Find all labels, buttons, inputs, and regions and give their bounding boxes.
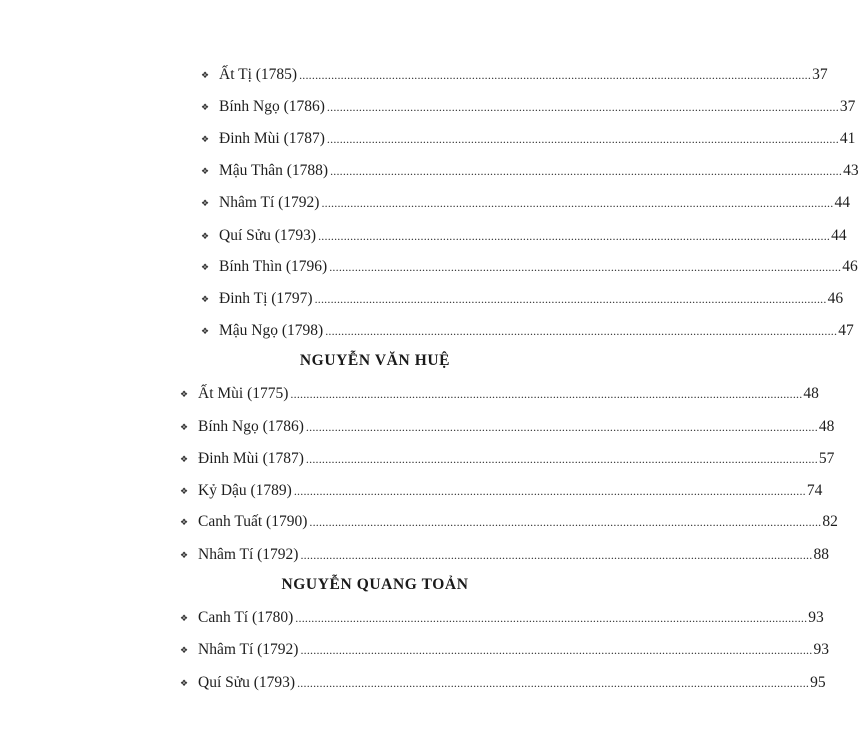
toc-entry <box>180 672 826 694</box>
toc-entry <box>201 225 847 247</box>
bullet-icon: ❖ <box>201 294 210 304</box>
toc-entry <box>201 64 828 86</box>
bullet-icon: ❖ <box>201 231 210 241</box>
entry-page-number: 46 <box>827 290 844 307</box>
dot-leader: ................................................................................................................................................................ <box>297 676 810 690</box>
entry-page-number: 82 <box>822 513 838 530</box>
entry-label: Mậu Ngọ (1798) <box>219 322 324 339</box>
entry-page-number: 95 <box>810 674 826 691</box>
toc-entry <box>180 639 829 661</box>
entry-page-number: 48 <box>818 418 835 435</box>
dot-leader: ................................................................................................................................................................ <box>321 196 834 210</box>
entry-label: Nhâm Tí (1792) <box>198 641 299 658</box>
bullet-icon: ❖ <box>201 262 210 272</box>
entry-page-number: 41 <box>839 130 856 147</box>
bullet-icon: ❖ <box>201 70 210 80</box>
entry-label: Canh Tí (1780) <box>198 609 294 626</box>
entry-page-number: 93 <box>813 641 829 658</box>
entry-page-number: 57 <box>818 450 835 467</box>
dot-leader: ................................................................................................................................................................ <box>295 611 808 625</box>
entry-label: Ất Tị (1785) <box>219 66 298 83</box>
entry-page-number: 46 <box>842 258 858 275</box>
toc-entry <box>180 480 823 502</box>
bullet-icon: ❖ <box>180 422 189 432</box>
bullet-icon: ❖ <box>180 486 189 496</box>
bullet-icon: ❖ <box>180 389 189 399</box>
dot-leader: ................................................................................................................................................................ <box>299 68 812 82</box>
toc-entry <box>180 448 835 470</box>
toc-entry <box>201 320 854 342</box>
bullet-icon: ❖ <box>201 166 210 176</box>
bullet-icon: ❖ <box>201 102 210 112</box>
toc-entry <box>201 96 856 118</box>
entry-label: Ất Mùi (1775) <box>198 385 289 402</box>
dot-leader: ................................................................................................................................................................ <box>305 420 818 434</box>
dot-leader: ................................................................................................................................................................ <box>318 229 831 243</box>
toc-entry <box>201 128 856 150</box>
dot-leader: ................................................................................................................................................................ <box>326 132 839 146</box>
entry-label: Nhâm Tí (1792) <box>198 546 299 563</box>
bullet-icon: ❖ <box>180 550 189 560</box>
entry-label: Nhâm Tí (1792) <box>219 194 320 211</box>
toc-entry <box>180 383 819 405</box>
toc-entry <box>201 256 858 278</box>
bullet-icon: ❖ <box>201 134 210 144</box>
entry-label: Đinh Tị (1797) <box>219 290 313 307</box>
dot-leader: ................................................................................................................................................................ <box>300 548 813 562</box>
entry-page-number: 37 <box>839 98 856 115</box>
dot-leader: ................................................................................................................................................................ <box>329 260 842 274</box>
entry-label: Đinh Mùi (1787) <box>219 130 325 147</box>
dot-leader: ................................................................................................................................................................ <box>309 515 822 529</box>
bullet-icon: ❖ <box>180 678 189 688</box>
entry-page-number: 44 <box>831 227 847 244</box>
toc-entry <box>180 544 829 566</box>
entry-label: Kỷ Dậu (1789) <box>198 482 292 499</box>
dot-leader: ................................................................................................................................................................ <box>300 643 813 657</box>
entry-page-number: 37 <box>812 66 828 83</box>
entry-label: Quí Sửu (1793) <box>219 227 317 244</box>
entry-page-number: 44 <box>834 194 850 211</box>
entry-label: Bính Ngọ (1786) <box>219 98 325 115</box>
entry-page-number: 43 <box>843 162 859 179</box>
toc-entry <box>201 160 859 182</box>
entry-label: Bính Ngọ (1786) <box>198 418 304 435</box>
entry-page-number: 93 <box>808 609 824 626</box>
entry-label: Canh Tuất (1790) <box>198 513 308 530</box>
entry-label: Mậu Thân (1788) <box>219 162 329 179</box>
dot-leader: ................................................................................................................................................................ <box>293 484 806 498</box>
toc-entry <box>180 511 838 533</box>
entry-label: Đinh Mùi (1787) <box>198 450 304 467</box>
dot-leader: ................................................................................................................................................................ <box>326 100 839 114</box>
dot-leader: ................................................................................................................................................................ <box>290 387 803 401</box>
dot-leader: ................................................................................................................................................................ <box>305 452 818 466</box>
section-heading: NGUYỄN VĂN HUỆ <box>299 352 451 369</box>
entry-page-number: 47 <box>838 322 854 339</box>
entry-label: Bính Thìn (1796) <box>219 258 328 275</box>
entry-page-number: 74 <box>806 482 823 499</box>
section-heading: NGUYỄN QUANG TOẢN <box>281 576 469 593</box>
bullet-icon: ❖ <box>180 454 189 464</box>
bullet-icon: ❖ <box>201 198 210 208</box>
dot-leader: ................................................................................................................................................................ <box>325 324 838 338</box>
dot-leader: ................................................................................................................................................................ <box>330 164 843 178</box>
entry-page-number: 48 <box>803 385 819 402</box>
bullet-icon: ❖ <box>180 613 189 623</box>
entry-label: Quí Sửu (1793) <box>198 674 296 691</box>
toc-entry <box>180 607 824 629</box>
entry-page-number: 88 <box>813 546 829 563</box>
toc-entry <box>201 192 850 214</box>
bullet-icon: ❖ <box>201 326 210 336</box>
toc-entry <box>180 416 835 438</box>
toc-entry <box>201 288 844 310</box>
bullet-icon: ❖ <box>180 517 189 527</box>
bullet-icon: ❖ <box>180 645 189 655</box>
dot-leader: ................................................................................................................................................................ <box>314 292 827 306</box>
